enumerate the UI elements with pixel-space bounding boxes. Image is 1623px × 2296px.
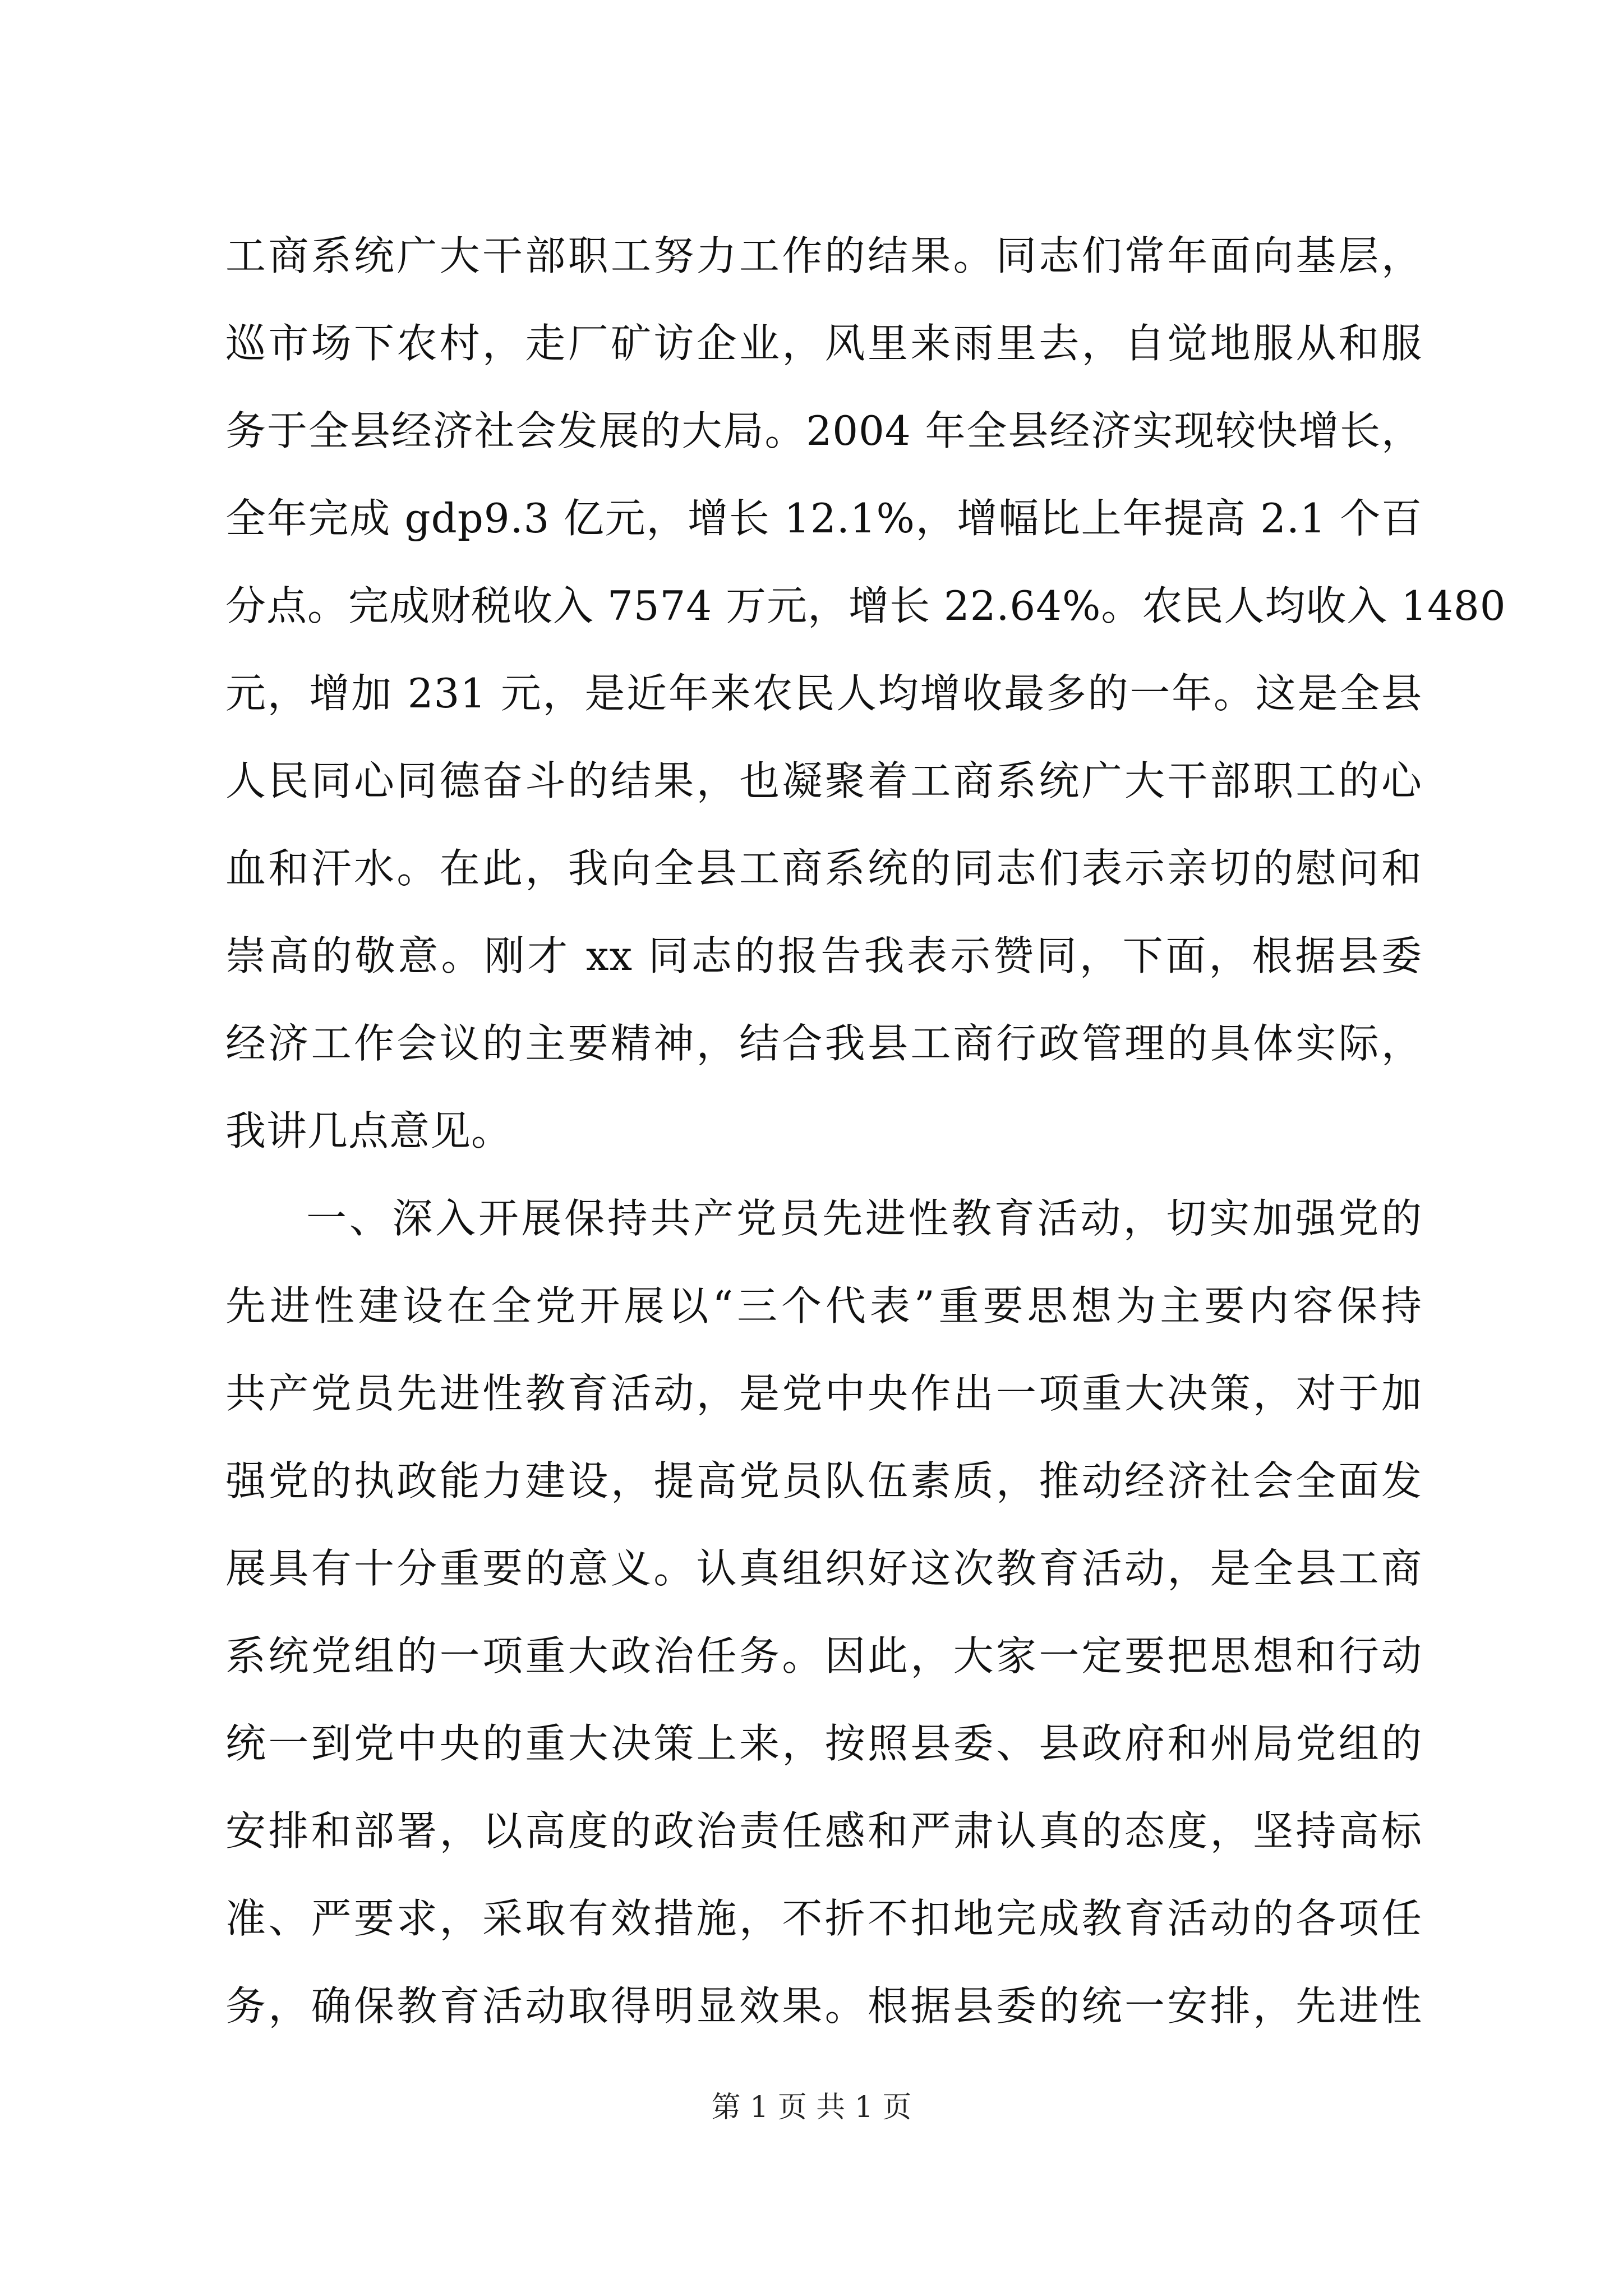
text-line: 安排和部署，以高度的政治责任感和严肃认真的态度，坚持高标 xyxy=(225,1807,1422,1855)
text-line: 先进性建设在全党开展以“三个代表”重要思想为主要内容保持 xyxy=(225,1282,1422,1329)
document-body xyxy=(225,212,1506,2050)
page-footer xyxy=(0,2088,1623,2127)
page-number-label: 第 1 页 共 1 页 xyxy=(711,2091,912,2124)
paragraph-1 xyxy=(225,212,1506,1175)
paragraph-2 xyxy=(225,1175,1422,2050)
text-line: 分点。完成财税收入 7574 万元，增长 22.64%。农民人均收入 1480 xyxy=(225,582,1506,629)
text-line: 元，增加 231 元，是近年来农民人均增收最多的一年。这是全县 xyxy=(225,670,1422,717)
text-line: 展具有十分重要的意义。认真组织好这次教育活动，是全县工商 xyxy=(225,1545,1422,1592)
text-line: 务于全县经济社会发展的大局。2004 年全县经济实现较快增长， xyxy=(225,407,1422,454)
text-line: 我讲几点意见。 xyxy=(225,1107,513,1154)
text-line: 共产党员先进性教育活动，是党中央作出一项重大决策，对于加 xyxy=(225,1370,1422,1417)
text-line: 全年完成 gdp9.3 亿元，增长 12.1%，增幅比上年提高 2.1 个百 xyxy=(225,495,1422,542)
text-line: 系统党组的一项重大政治任务。因此，大家一定要把思想和行动 xyxy=(225,1632,1422,1680)
text-line: 崇高的敬意。刚才 xx 同志的报告我表示赞同，下面，根据县委 xyxy=(225,932,1422,979)
text-line: 人民同心同德奋斗的结果，也凝聚着工商系统广大干部职工的心 xyxy=(225,757,1422,804)
text-line: 务，确保教育活动取得明显效果。根据县委的统一安排，先进性 xyxy=(225,1982,1422,2030)
text-line: 血和汗水。在此，我向全县工商系统的同志们表示亲切的慰问和 xyxy=(225,845,1422,892)
text-line: 准、严要求，采取有效措施，不折不扣地完成教育活动的各项任 xyxy=(225,1895,1422,1942)
text-line: 巡市场下农村，走厂矿访企业，风里来雨里去，自觉地服从和服 xyxy=(225,320,1422,367)
text-line: 工商系统广大干部职工努力工作的结果。同志们常年面向基层， xyxy=(225,232,1422,279)
text-line: 经济工作会议的主要精神，结合我县工商行政管理的具体实际， xyxy=(225,1020,1422,1067)
text-line: 一、深入开展保持共产党员先进性教育活动，切实加强党的 xyxy=(306,1195,1422,1242)
text-line: 统一到党中央的重大决策上来，按照县委、县政府和州局党组的 xyxy=(225,1720,1422,1767)
text-line: 强党的执政能力建设，提高党员队伍素质，推动经济社会全面发 xyxy=(225,1457,1422,1504)
